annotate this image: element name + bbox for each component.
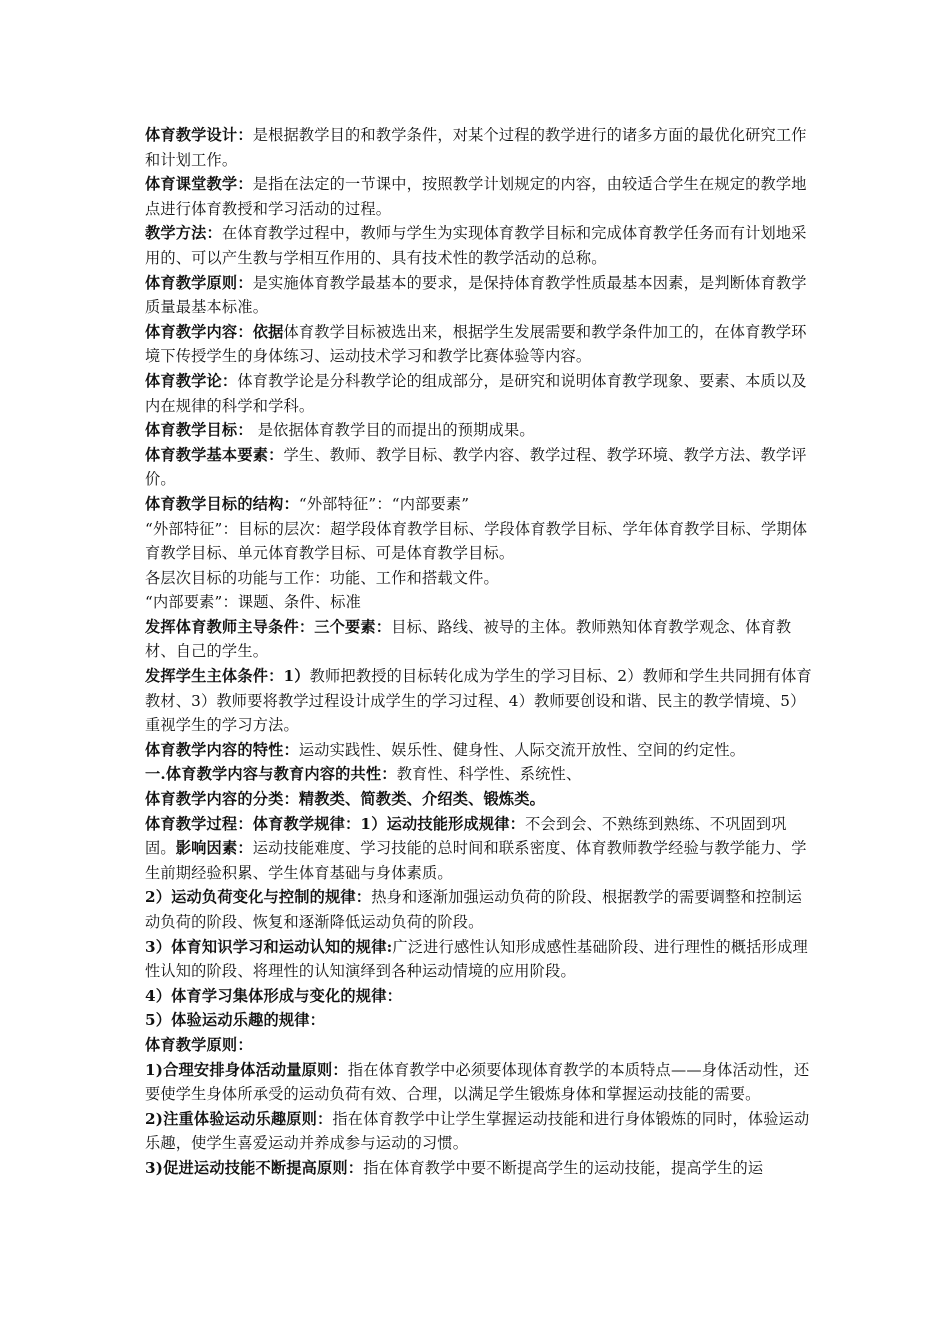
term-label: 体育教学过程：体育教学规律：1）运动技能形成规律： xyxy=(145,814,526,833)
definition-paragraph xyxy=(145,320,813,369)
term-label: 体育教学原则： xyxy=(145,1035,253,1054)
term-label: 1)合理安排身体活动量原则： xyxy=(145,1060,348,1079)
body-paragraph xyxy=(145,566,813,591)
paragraph-text: “外部特征”：“内部要素” xyxy=(298,494,470,513)
paragraph-text: 是依据体育教学目的而提出的预期成果。 xyxy=(252,421,535,440)
definition-paragraph xyxy=(145,812,813,886)
definition-paragraph xyxy=(145,418,813,443)
paragraph-text: 教师把教授的目标转化成为学生的学习目标、2）教师和学生共同拥有体育教材、3）教师要将教学过程设计成学生的学习过程、4）教师要创设和谐、民主的教学情境、5）重视学生的学习方法。 xyxy=(145,667,812,735)
term-label: 2）运动负荷变化与控制的规律： xyxy=(145,888,372,907)
paragraph-text: 在体育教学过程中，教师与学生为实现体育教学目标和完成体育教学任务而有计划地采用的、可以产生教与学相互作用的、具有技术性的教学活动的总称。 xyxy=(145,224,807,267)
heading-paragraph xyxy=(145,1008,813,1033)
term-label: 体育教学内容的特性： xyxy=(145,740,299,759)
definition-paragraph xyxy=(145,221,813,270)
term-label: 体育教学内容的分类：精教类、简教类、介绍类、锻炼类。 xyxy=(145,790,546,809)
paragraph-text: 是根据教学目的和教学条件，对某个过程的教学进行的诸多方面的最优化研究工作和计划工作。 xyxy=(145,126,807,169)
definition-paragraph xyxy=(145,369,813,418)
paragraph-text: 是指在法定的一节课中，按照教学计划规定的内容，由较适合学生在规定的教学地点进行体育教授和学习活动的过程。 xyxy=(145,175,807,218)
paragraph-text: 运动实践性、娱乐性、健身性、人际交流开放性、空间的约定性。 xyxy=(298,740,746,759)
definition-paragraph xyxy=(145,492,813,517)
term-label: 影响因素： xyxy=(175,839,253,858)
term-label: 体育教学论： xyxy=(145,371,238,390)
definition-paragraph xyxy=(145,664,813,738)
paragraph-text: 是实施体育教学最基本的要求，是保持体育教学性质最基本因素，是判断体育教学质量最基本标准。 xyxy=(145,273,807,317)
definition-paragraph xyxy=(145,787,813,812)
term-label: 体育教学内容：依据 xyxy=(145,322,284,341)
body-paragraph xyxy=(145,517,813,566)
definition-paragraph xyxy=(145,738,813,763)
term-label: 发挥体育教师主导条件：三个要素： xyxy=(145,617,392,636)
definition-paragraph xyxy=(145,123,813,172)
definition-paragraph xyxy=(145,172,813,221)
paragraph-text: 指在体育教学中必须要体现体育教学的本质特点——身体活动性，还要使学生身体所承受的运动负荷有效、合理，以满足学生锻炼身体和掌握运动技能的需要。 xyxy=(145,1060,810,1104)
paragraph-text: 运动技能难度、学习技能的总时间和联系密度、体育教师教学经验与教学能力、学生前期经验积累、学生体育基础与身体素质。 xyxy=(145,839,807,882)
term-label: 3）体育知识学习和运动认知的规律: xyxy=(145,937,393,956)
term-label: 体育教学设计： xyxy=(145,126,253,144)
term-label: 体育教学目标： xyxy=(145,421,253,440)
definition-paragraph xyxy=(145,1156,813,1181)
paragraph-text: 各层次目标的功能与工作：功能、工作和搭载文件。 xyxy=(145,568,499,587)
paragraph-text: 学生、教师、教学目标、教学内容、教学过程、教学环境、教学方法、教学评价。 xyxy=(145,445,807,489)
paragraph-text: 指在体育教学中要不断提高学生的运动技能，提高学生的运 xyxy=(363,1158,764,1177)
heading-paragraph xyxy=(145,1033,813,1058)
paragraph-text: 指在体育教学中让学生掌握运动技能和进行身体锻炼的同时，体验运动乐趣，使学生喜爱运动并养成参与运动的习惯。 xyxy=(145,1109,810,1153)
definition-paragraph xyxy=(145,1058,813,1107)
paragraph-text: 体育教学目标被选出来，根据学生发展需要和教学条件加工的，在体育教学环境下传授学生的身体练习、运动技术学习和教学比赛体验等内容。 xyxy=(145,322,807,366)
paragraph-text: “外部特征”：目标的层次：超学段体育教学目标、学段体育教学目标、学年体育教学目标、学期体育教学目标、单元体育教学目标、可是体育教学目标。 xyxy=(145,519,808,563)
definition-paragraph xyxy=(145,935,813,984)
term-label: 一.体育教学内容与教育内容的共性： xyxy=(145,765,397,784)
term-label: 5）体验运动乐趣的规律： xyxy=(145,1011,326,1030)
definition-paragraph xyxy=(145,443,813,492)
term-label: 体育教学目标的结构： xyxy=(145,494,299,513)
term-label: 教学方法： xyxy=(145,224,222,243)
paragraph-text: 体育教学论是分科教学论的组成部分，是研究和说明体育教学现象、要素、本质以及内在规律的科学和学科。 xyxy=(145,371,807,415)
paragraph-text: 热身和逐渐加强运动负荷的阶段、根据教学的需要调整和控制运动负荷的阶段、恢复和逐渐降低运动负荷的阶段。 xyxy=(145,888,803,931)
definition-paragraph xyxy=(145,885,813,934)
paragraph-text: 目标、路线、被导的主体。教师熟知体育教学观念、体育教材、自己的学生。 xyxy=(145,617,792,661)
term-label: 3)促进运动技能不断提高原则： xyxy=(145,1158,364,1177)
term-label: 体育教学基本要素： xyxy=(145,445,284,464)
definition-paragraph xyxy=(145,762,813,787)
term-label: 2)注重体验运动乐趣原则： xyxy=(145,1109,333,1128)
paragraph-text: 不会到会、不熟练到熟练、不巩固到巩固。 xyxy=(145,814,787,858)
definition-paragraph xyxy=(145,1107,813,1156)
term-label: 4）体育学习集体形成与变化的规律： xyxy=(145,986,402,1005)
body-paragraph xyxy=(145,590,813,615)
definition-paragraph xyxy=(145,271,813,320)
paragraph-text: “内部要素”：课题、条件、标准 xyxy=(145,593,361,612)
paragraph-text: 广泛进行感性认知形成感性基础阶段、进行理性的概括形成理性认知的阶段、将理性的认知演绎到各种运动情境的应用阶段。 xyxy=(145,937,808,981)
heading-paragraph xyxy=(145,984,813,1009)
definition-paragraph xyxy=(145,615,813,664)
term-label: 体育教学原则： xyxy=(145,273,253,292)
document-body xyxy=(145,123,813,1181)
paragraph-text: 教育性、科学性、系统性、 xyxy=(396,765,582,784)
term-label: 发挥学生主体条件：1） xyxy=(145,667,310,686)
term-label: 体育课堂教学： xyxy=(145,175,253,194)
